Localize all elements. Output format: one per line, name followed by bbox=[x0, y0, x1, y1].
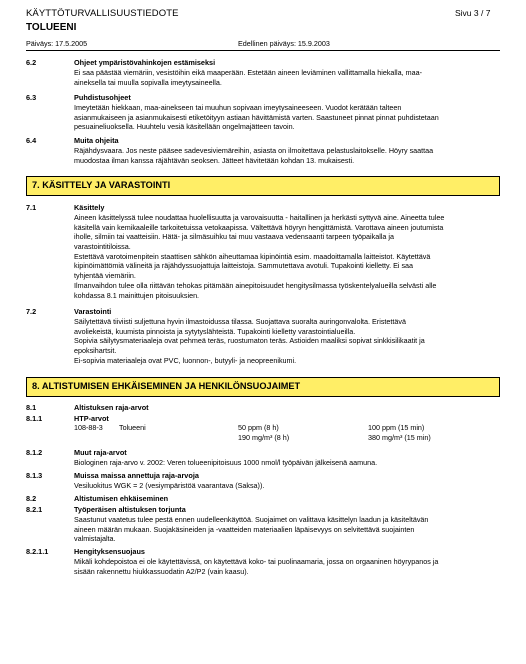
subsection-title: Hengityksensuojaus bbox=[74, 547, 145, 556]
body-line: epoksihartsit. bbox=[74, 346, 117, 356]
subsection-number: 8.2 bbox=[26, 494, 37, 503]
subsection-title: Muissa maissa annettuja raja-arvoja bbox=[74, 471, 199, 480]
body-line: sisään rakennettu hiukkassuodatin A2/P2 (vain kaasu). bbox=[74, 566, 249, 576]
body-line: Aineen käsittelyssä tulee noudattaa huolellisuutta ja varovaisuutta - haitallinen ja herkästi syttyvä aine. Aineetta tulee bbox=[74, 213, 445, 222]
subsection-body bbox=[74, 557, 438, 576]
body-line: aineksella tai muulla sopivalla imeytysaineella. bbox=[74, 77, 222, 87]
limit-15min bbox=[368, 423, 431, 442]
cas-number bbox=[74, 423, 103, 433]
subsection-title: Puhdistusohjeet bbox=[74, 93, 131, 102]
body-line: Saastunut vaatetus tulee pestä ennen uudelleenkäyttöä. Suojaimet on valittava käsittelyn laadun ja käsiteltävän bbox=[74, 515, 429, 524]
body-line: Biologinen raja-arvo v. 2002: Veren tolueenipitoisuus 1000 nmol/l työpäivän jälkeisenä aamuna. bbox=[74, 458, 378, 467]
section-7-header bbox=[26, 176, 500, 196]
print-date: Päiväys: 17.5.2005 bbox=[26, 39, 88, 48]
body-line: pesuaineliuoksella. Huuhtelu vesiä käsitellään ongelmajätteen tavoin. bbox=[74, 122, 295, 132]
body-line: asianmukaiseen ja asianmukaisesti etiketöityyn astiaan hävittämistä varten. Saastuneet pinnat pinnat puhdistetaan bbox=[74, 112, 439, 122]
body-line: muodostaa ilman kanssa räjähtävän seoksen. Jätteet hävitetään kohdan 13. mukaisesti. bbox=[74, 155, 355, 165]
body-line: Imeytetään hiekkaan, maa-ainekseen tai muuhun sopivaan imeytysaineeseen. Vuodot kerätään talteen bbox=[74, 103, 402, 112]
subsection-number: 7.1 bbox=[26, 203, 37, 212]
subsection-body bbox=[74, 515, 428, 544]
body-line: aineen määrän mukaan. Suojakäsineiden ja -vaatteiden materiaalien läpäisevyys on selvitettävä suojainten bbox=[74, 524, 415, 534]
section-title: 8. ALTISTUMISEN EHKÄISEMINEN JA HENKILÖNSUOJAIMET bbox=[32, 381, 301, 391]
product-name: TOLUEENI bbox=[26, 22, 77, 33]
subsection-number: 8.1 bbox=[26, 403, 37, 412]
limit-15min-ppm: 100 ppm (15 min) bbox=[368, 423, 425, 432]
limit-8h-ppm: 50 ppm (8 h) bbox=[238, 423, 279, 432]
subsection-body bbox=[74, 317, 425, 365]
body-line: valmistajalta. bbox=[74, 534, 116, 544]
body-line: iholle, silmiin tai vaatteisiin. Hätä- ja silmäsuihku tai muu vastaava vedensaanti tarpeen työpaikalla ja bbox=[74, 232, 395, 242]
subsection-title: Muut raja-arvot bbox=[74, 448, 127, 457]
subsection-number: 6.4 bbox=[26, 136, 37, 145]
body-line: Ei-sopivia materiaaleja ovat PVC, luonnon-, butyyli- ja neopreenikumi. bbox=[74, 355, 297, 365]
limit-8h bbox=[238, 423, 289, 442]
body-line: kipinöimättömiä välineitä ja räjähdyssuojattuja laitteistoja. Sammutettava avotuli. Tupakointi kielletty. Ei saa bbox=[74, 261, 414, 271]
subsection-title: Altistuksen raja-arvot bbox=[74, 403, 149, 412]
body-line: Säilytettävä tiiviisti suljettuna hyvin ilmastoidussa tilassa. Suojattava suoralta auringonvalolta. Eristettävä bbox=[74, 317, 406, 326]
header-divider bbox=[26, 50, 500, 51]
subsection-title: HTP-arvot bbox=[74, 414, 109, 423]
body-line: Sopivia säilytysmateriaaleja ovat pehmeä teräs, ruostumaton teräs. Astioiden maaliksi sopivat sinkkisilikaatit ja bbox=[74, 336, 425, 346]
subsection-number: 6.2 bbox=[26, 58, 37, 67]
subsection-title: Muita ohjeita bbox=[74, 136, 119, 145]
body-line: käsitellä vain kemikaaleille tarkoitetuissa vetokaapissa. Vältettävä höyryn hengittämistä. Varottava aineen joutumista bbox=[74, 222, 444, 232]
subsection-title: Varastointi bbox=[74, 307, 112, 316]
body-line: Ilmanvaihdon tulee olla riittävän tehokas pitämään ainepitoisuudet hengitysilmassa työskentelyalueilla selvästi alle bbox=[74, 280, 437, 290]
limit-15min-mg: 380 mg/m³ (15 min) bbox=[368, 432, 431, 442]
subsection-title: Käsittely bbox=[74, 203, 105, 212]
subsection-number: 8.2.1 bbox=[26, 505, 43, 514]
subsection-body bbox=[74, 103, 439, 132]
page-number: Sivu 3 / 7 bbox=[455, 8, 491, 18]
subsection-number: 7.2 bbox=[26, 307, 37, 316]
subsection-number: 8.2.1.1 bbox=[26, 547, 49, 556]
section-8-header bbox=[26, 377, 500, 397]
substance-name bbox=[119, 423, 146, 433]
subsection-number: 8.1.1 bbox=[26, 414, 43, 423]
body-line: Estettävä varotoimenpitein staattisen sähkön aiheuttamaa kipinöintiä esim. maadoittamalla laitteistot. Käytettävä bbox=[74, 251, 431, 261]
subsection-title: Ohjeet ympäristövahinkojen estämiseksi bbox=[74, 58, 216, 67]
document-title: KÄYTTÖTURVALLISUUSTIEDOTE bbox=[26, 8, 179, 19]
page-header bbox=[0, 0, 526, 52]
body-line: avoliekeistä, kuumista pinnoista ja sytytyslähteistä. Tupakointi kielletty varastointialueilla. bbox=[74, 326, 356, 336]
body-line: kohdassa 8.1 mainittujen pitoisuuksien. bbox=[74, 290, 200, 300]
subsection-body bbox=[74, 68, 422, 87]
subsection-title: Työperäisen altistuksen torjunta bbox=[74, 505, 186, 514]
subsection-number: 8.1.3 bbox=[26, 471, 43, 480]
subsection-number: 8.1.2 bbox=[26, 448, 43, 457]
body-line: Mikäli kohdepoistoa ei ole käytettävissä, on käytettävä koko- tai puolinaamaria, jossa on orgaaninen höyrypanos ja bbox=[74, 557, 439, 566]
body-line: Räjähdysvaara. Jos neste pääsee sadevesiviemäreihin, asiasta on ilmoitettava pelastuslaitokselle. Höyry saattaa bbox=[74, 146, 434, 155]
subsection-body bbox=[74, 458, 377, 468]
subsection-title: Altistumisen ehkäiseminen bbox=[74, 494, 169, 503]
previous-date: Edellinen päiväys: 15.9.2003 bbox=[238, 39, 330, 48]
subsection-number: 6.3 bbox=[26, 93, 37, 102]
subsection-body bbox=[74, 146, 433, 165]
section-title: 7. KÄSITTELY JA VARASTOINTI bbox=[32, 180, 171, 190]
body-line: varastointitiloissa. bbox=[74, 242, 131, 252]
body-line: tyhjentää viemäriin. bbox=[74, 271, 136, 281]
substance-value: Tolueeni bbox=[119, 423, 146, 432]
limit-8h-mg: 190 mg/m³ (8 h) bbox=[238, 432, 290, 442]
cas-value: 108-88-3 bbox=[74, 423, 103, 432]
subsection-body bbox=[74, 213, 444, 300]
subsection-body bbox=[74, 481, 264, 491]
body-line: Vesiluokitus WGK = 2 (vesiympäristöä vaarantava (Saksa)). bbox=[74, 481, 265, 490]
body-line: Ei saa päästää viemäriin, vesistöihin eikä maaperään. Estetään aineen leviäminen vallittamalla hiekalla, maa- bbox=[74, 68, 422, 77]
